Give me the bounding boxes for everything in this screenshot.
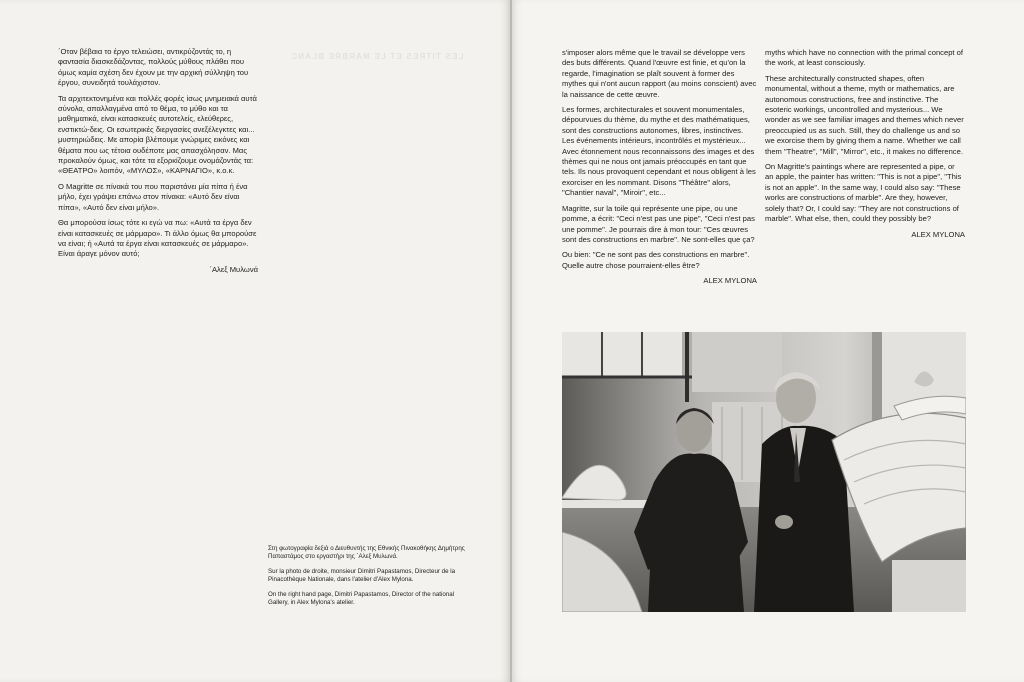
caption-french: Sur la photo de droite, monsieur Dimitri Papastamos, Directeur de la Pinacothèque Nationale, dans l'atelier d'Alex Mylona.: [268, 567, 456, 584]
photo-illustration: [562, 332, 966, 612]
english-paragraph: On Magritte's paintings where are represented a pipe, or an apple, the painter has written: "This is not a pipe", "This is not an apple". In the same way, I could also say: "These works are constructions of marble". Are they, however, solely that? Or, I could say: "They are not constructions of marble". What else, then, could they possibly be?: [765, 162, 962, 224]
greek-paragraph: Τα αρχιτεκτονημένα και πολλές φορές ίσως μνημειακά αυτά σύνολα, απαλλαγμένα από το θέμα, το μύθο και τα μαθηματικά, είναι κατασκευές αυτοτελείς, ελεύθερες, ενστικτώ-δεις. Οι εσωτερικές διεργασίες ανεξέλεγκτες και... μυστηριώδεις. Με απορία βλέπουμε γνώριμες εικόνες και θέματα που ως τέτοια ουδέποτε μας απασχόλησαν. Μας προκαλούν όμως, και τότε τα εξορκίζουμε ονομάζοντάς τα: «ΘΕΑΤΡΟ» λοιπόν, «ΜΥΛΟΣ», «ΚΑΡΝΑΓΙΟ», κ.ο.κ.: [58, 93, 257, 176]
english-paragraph: myths which have no connection with the primal concept of the work, at least consciously.: [765, 48, 963, 68]
left-page: [0, 0, 510, 682]
english-paragraph: These architecturally constructed shapes, often monumental, without a theme, myth or mathematics, are autonomous constructions, free and instinctive. The esoteric workings, uncontrolled and mysterious... We wonder as we see familiar images and themes which never preoccupied us as such. Still, they do challenge us and so we exorcise them by giving them a name. Whether we call them "Theatre", "Mill", "Mirror", etc., it makes no difference.: [765, 73, 964, 156]
greek-paragraph: ΄Οταν βέβαια το έργο τελειώσει, αντικρύζοντάς το, η φαντασία διασκεδάζοντας, πολλούς μύθους πλάθει που όμως καμία σχέση δεν έχουν με την αρχική σύλληψη του έργου, συνειδητά τουλάχιστον.: [58, 47, 249, 88]
french-signature: ALEX MYLONA: [703, 276, 757, 286]
caption-greek: Στη φωτογραφία δεξιά ο Διευθυντής της Εθνικής Πινακοθήκης Δημήτρης Παπαστάμος στο εργαστήρι της ΄Αλεξ Μυλωνά.: [268, 545, 465, 561]
show-through-title: LES TITRES ET LE MARBRE BLANC: [290, 52, 464, 61]
greek-text-column: [58, 47, 258, 280]
greek-signature: ΄Αλεξ Μυλωνά: [209, 264, 258, 274]
right-page: [512, 0, 1024, 682]
french-text-column: [562, 48, 757, 292]
french-paragraph: Ou bien: "Ce ne sont pas des constructions en marbre". Quelle autre chose pourraient-elles être?: [562, 250, 750, 270]
french-paragraph: Les formes, architecturales et souvent monumentales, dépourvues du thème, du mythe et des mathématiques, sont des constructions autonomes, libres, instinctives. Les événements intérieurs, incontrôlés et mystérieux... Avec étonnement nous reconnaissons des images et des thèmes qui ne nous ont jamais préoccupés en tant que tels. Ils nous provoquent cependant et nous obligent à les exorciser en les nommant. Disons "Théâtre" alors, "Chantier naval", "Miroir", etc...: [562, 105, 756, 198]
atelier-photograph: [562, 332, 966, 612]
english-text-column: [765, 48, 965, 245]
greek-paragraph: Ο Magritte σε πίνακά του που παριστάνει μία πίπα ή ένα μήλο, έχει γράψει επάνω στον πίνακα: «Αυτό δεν είναι πίπα», «Αυτό δεν είναι μήλο».: [58, 181, 248, 212]
caption-english: On the right hand page, Dimitri Papastamos, Director of the national Gallery, in Alex Mylona's atelier.: [268, 590, 455, 607]
french-paragraph: Magritte, sur la toile qui représente une pipe, ou une pomme, a écrit: "Ceci n'est pas une pipe", "Ceci n'est pas une pomme". Je pourrais dire à mon tour: "Ces œuvres sont des constructions en marbre". Ne sont-elles que ça?: [562, 203, 755, 244]
french-paragraph: s'imposer alors même que le travail se développe vers des buts différents. Quand l'œuvre est finie, et qu'on la regarde, l'imagination se plaît souvent à former des mythes qui n'ont aucun rapport (au moins conscient) avec la naissance de cette œuvre.: [562, 48, 757, 99]
greek-paragraph: Θα μπορούσα ίσως τότε κι εγώ να πω: «Αυτά τα έργα δεν είναι κατασκευές σε μάρμαρο». Τι άλλο όμως θα μπορούσε να είναι; ή «Αυτά τα έργα είναι κατασκευές σε μάρμαρο». Είναι άραγε μόνον αυτό;: [58, 218, 257, 259]
english-signature: ALEX MYLONA: [911, 229, 965, 239]
photo-caption: [268, 545, 473, 613]
